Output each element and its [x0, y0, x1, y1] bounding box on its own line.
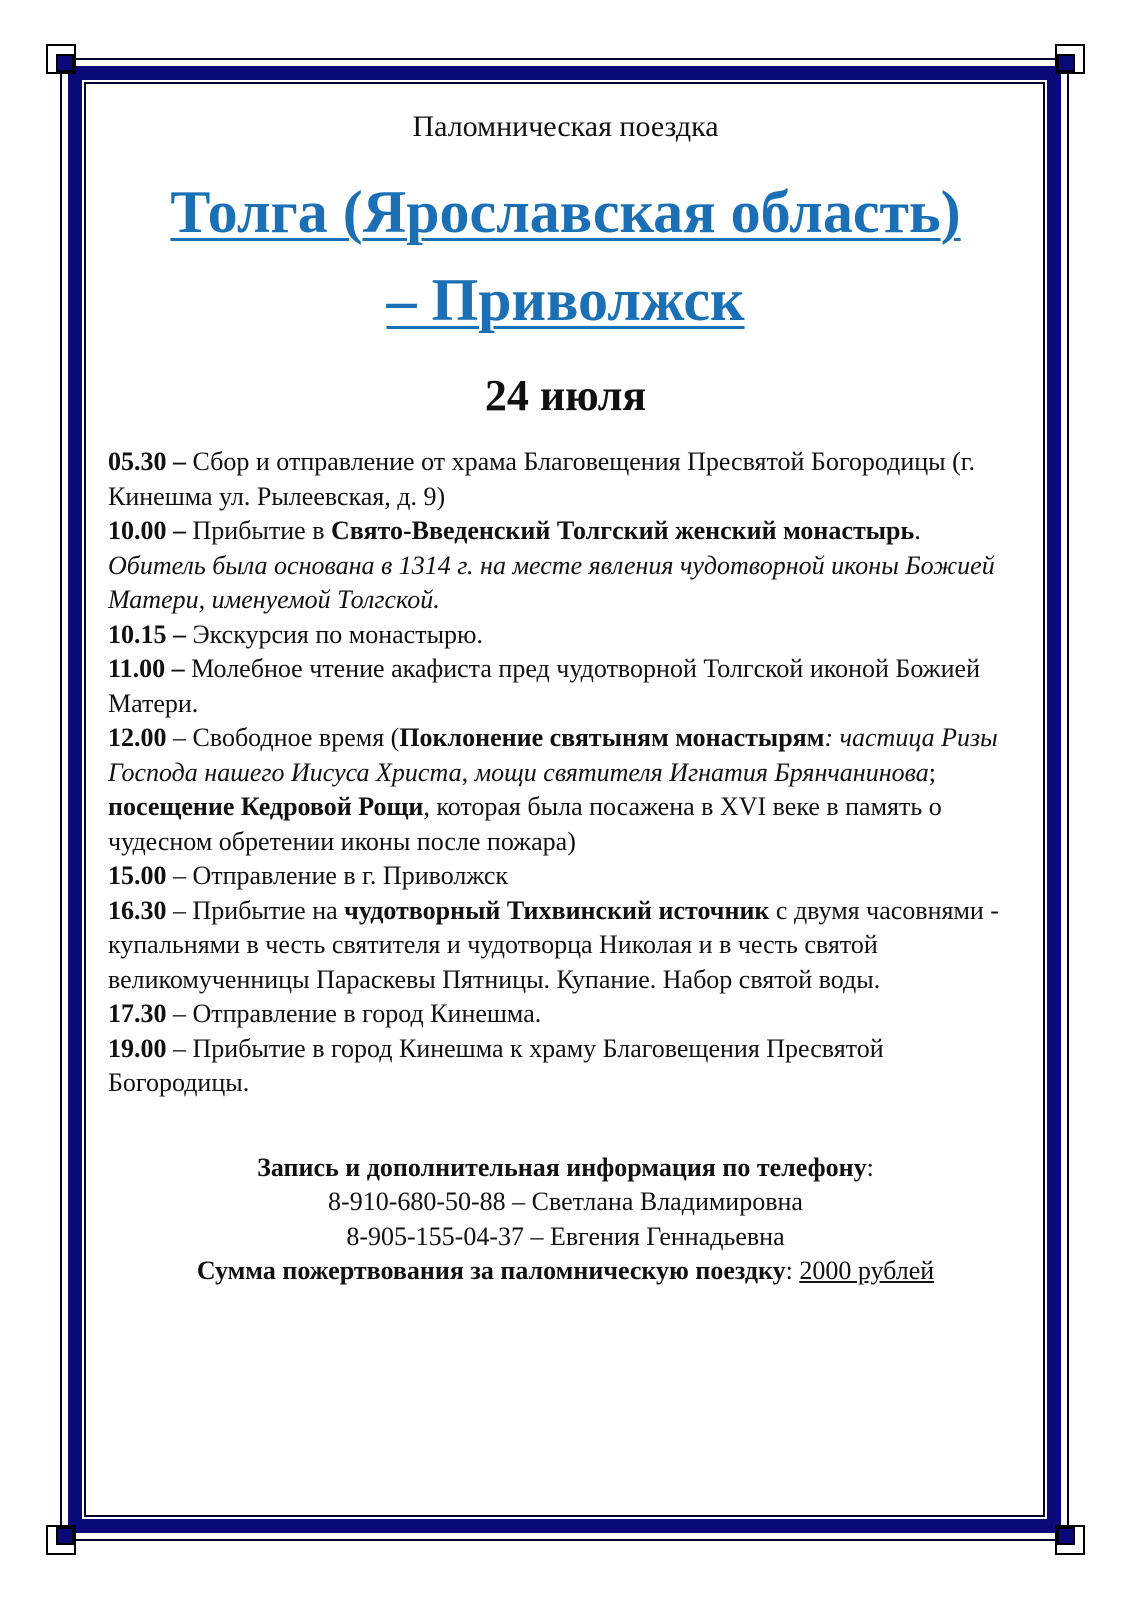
- schedule-item: [108, 652, 1023, 721]
- donation-line: [108, 1254, 1023, 1289]
- schedule-time: 12.00: [108, 723, 167, 752]
- schedule-dash: –: [166, 516, 193, 545]
- schedule-item: [108, 514, 1023, 618]
- schedule-text: Свободное время (: [192, 723, 400, 752]
- schedule-highlight: чудотворный Тихвинский источник: [344, 895, 770, 925]
- frame-corner-top-right: [1045, 44, 1085, 84]
- schedule-item: [108, 721, 1023, 859]
- schedule-text: Отправление в г. Приволжск: [192, 861, 509, 890]
- schedule-dash: –: [166, 447, 193, 476]
- schedule-text: Сбор и отправление от храма Благовещения Пресвятой Богородицы (г. Кинешма ул. Рылеевская, д. 9): [108, 447, 976, 511]
- schedule-dash: –: [166, 723, 193, 752]
- schedule-text: Отправление в город Кинешма.: [192, 999, 542, 1028]
- schedule-highlight: Свято-Введенский Толгский женский монастырь: [330, 516, 915, 545]
- schedule-time: 15.00: [108, 861, 167, 890]
- schedule-text: Прибытие в: [192, 516, 331, 545]
- schedule-time: 11.00: [108, 654, 166, 683]
- contact-heading-colon: :: [866, 1152, 874, 1182]
- frame-corner-bottom-right: [1045, 1515, 1085, 1555]
- schedule-item: [108, 859, 1023, 894]
- schedule-time: 19.00: [108, 1033, 167, 1063]
- schedule-dash: –: [166, 619, 193, 649]
- schedule-dash: –: [166, 999, 193, 1028]
- contact-block: [108, 1151, 1023, 1289]
- schedule-dash: –: [166, 861, 193, 890]
- trip-date: 24 июля: [484, 371, 647, 420]
- schedule-time: 10.00: [108, 516, 167, 545]
- schedule-time: 16.30: [108, 895, 167, 925]
- schedule-item: [108, 997, 1023, 1032]
- schedule-time: 17.30: [108, 999, 167, 1028]
- schedule-item: [108, 894, 1023, 998]
- schedule-list: [108, 445, 1023, 1101]
- document-subtitle: Паломническая поездка: [412, 110, 719, 143]
- contact-heading-line: [108, 1151, 1023, 1186]
- schedule-highlight: посещение Кедровой Рощи: [108, 792, 424, 821]
- schedule-text: ,: [461, 757, 475, 787]
- schedule-item: [108, 618, 1023, 653]
- contact-heading: Запись и дополнительная информация по телефону: [257, 1152, 867, 1182]
- document-title: [108, 168, 1023, 344]
- schedule-text: .: [914, 516, 921, 545]
- schedule-dash: –: [166, 1033, 193, 1063]
- frame-corner-top-left: [46, 44, 86, 84]
- schedule-item: [108, 1032, 1023, 1101]
- schedule-text: Экскурсия по монастырю.: [192, 619, 483, 649]
- schedule-note: : частица Ризы Господа нашего Иисуса Христа: [108, 723, 998, 787]
- schedule-highlight: Поклонение святыням монастырям: [399, 723, 825, 752]
- schedule-text: ;: [928, 757, 936, 787]
- frame-corner-bottom-left: [46, 1515, 86, 1555]
- donation-label: Сумма пожертвования за паломническую поездку: [196, 1256, 786, 1285]
- title-line-2: – Приволжск: [386, 267, 745, 333]
- contact-phone-1: 8-910-680-50-88 – Светлана Владимировна: [328, 1187, 803, 1216]
- schedule-dash: –: [166, 895, 193, 925]
- donation-amount: 2000 рублей: [799, 1256, 935, 1285]
- schedule-text: с двумя часовнями - купальнями в честь святителя и чудотворца Николая и в честь святой великомученницы Параскевы Пятницы. Купание. Набор святой воды.: [108, 895, 999, 994]
- schedule-note: мощи святителя Игнатия Брянчанинова: [474, 757, 929, 787]
- donation-colon: :: [785, 1256, 800, 1285]
- schedule-text: Прибытие в город Кинешма к храму Благовещения Пресвятой Богородицы.: [108, 1033, 884, 1097]
- schedule-text: Прибытие на: [192, 895, 345, 925]
- schedule-note: Обитель была основана в 1314 г. на месте явления чудотворной иконы Божией Матери, именуемой Толгской.: [108, 550, 995, 614]
- title-line-1: Толга (Ярославская область): [170, 179, 961, 245]
- schedule-text: Молебное чтение акафиста пред чудотворной Толгской иконой Божией Матери.: [108, 654, 981, 718]
- contact-phone-2: 8-905-155-04-37 – Евгения Геннадьевна: [346, 1221, 785, 1251]
- schedule-time: 05.30: [108, 447, 167, 476]
- schedule-dash: –: [165, 654, 192, 683]
- schedule-text: , которая была посажена в XVI веке в память о чудесном обретении иконы после пожара): [108, 792, 942, 856]
- schedule-time: 10.15: [108, 619, 167, 649]
- document-content: [108, 100, 1023, 1289]
- schedule-item: [108, 445, 1023, 514]
